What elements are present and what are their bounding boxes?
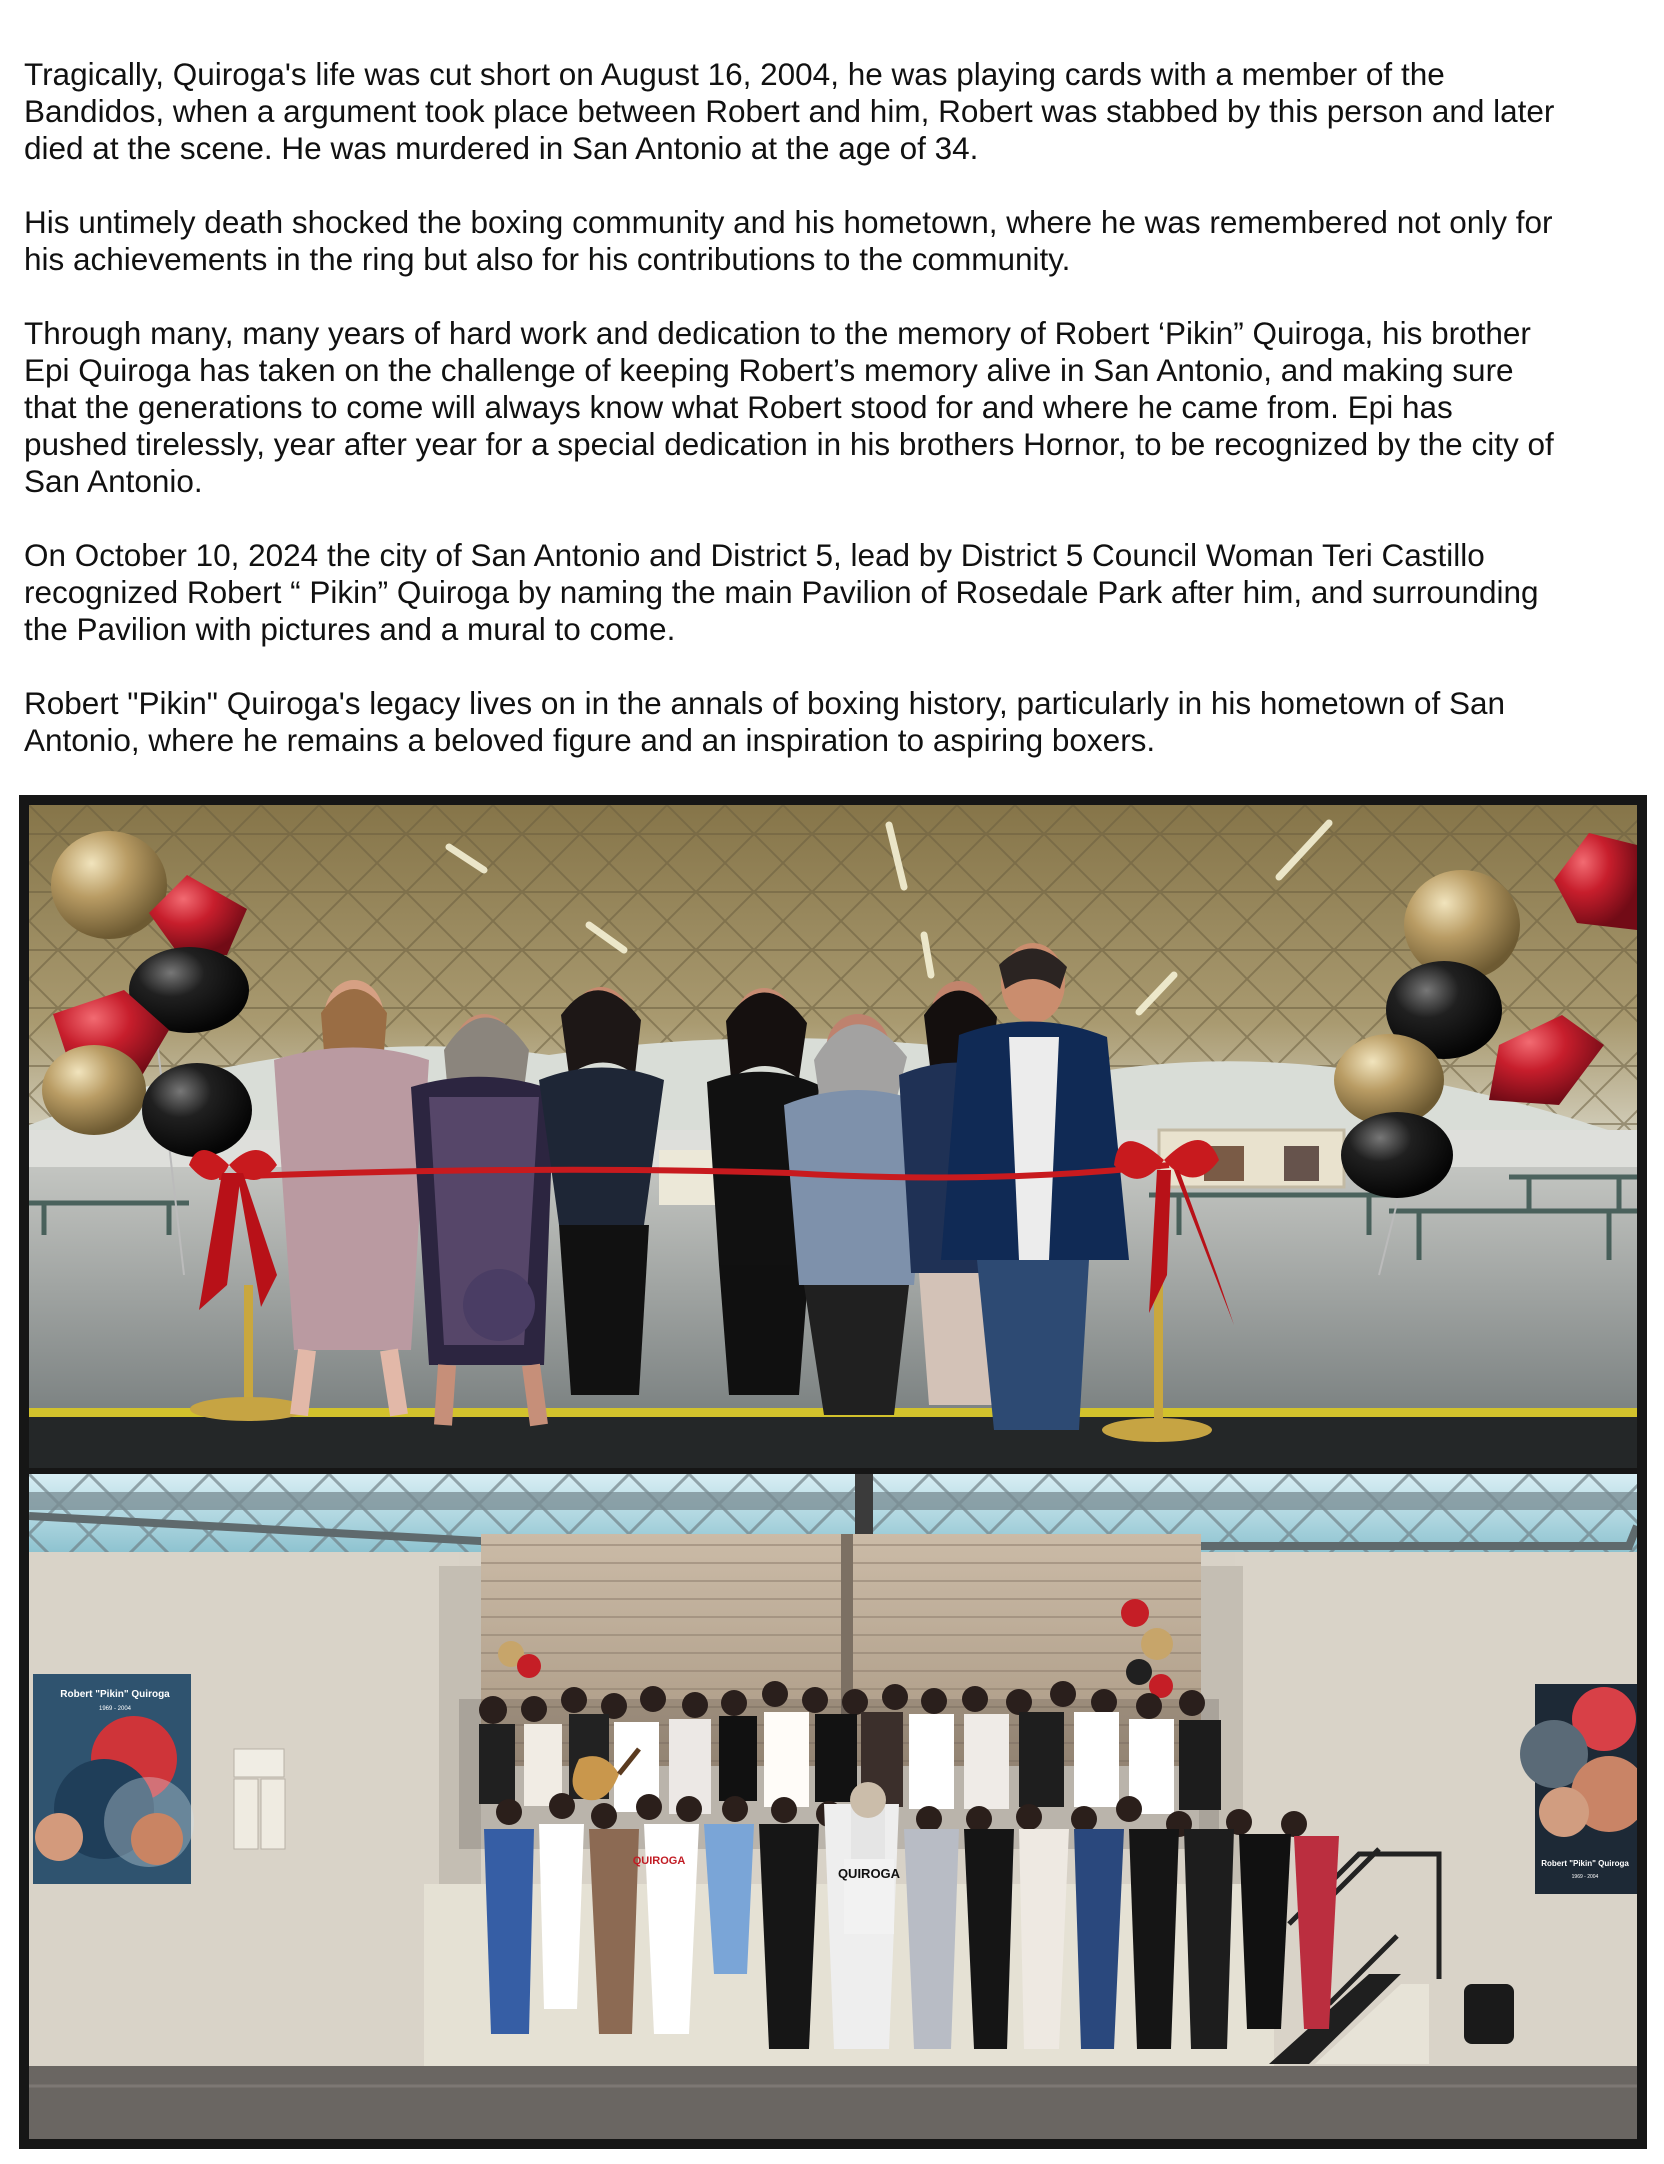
- paragraph-pavilion-naming: On October 10, 2024 the city of San Antonio and District 5, lead by District 5 Council Woman Teri Castillo recognized Robert “ Pikin” Quiroga by naming the main Pavilion of Rosedale Park after him, and surrounding the Pavilion with pictures and a mural to come.: [24, 537, 1539, 647]
- article-text: [24, 56, 1644, 796]
- poster-right-title: Robert "Pikin" Quiroga: [1541, 1859, 1629, 1868]
- paragraph-death: Tragically, Quiroga's life was cut short on August 16, 2004, he was playing cards with a member of the Bandidos, when a argument took place between Robert and him, Robert was stabbed by this person and later died at the scene. He was murdered in San Antonio at the age of 34.: [24, 56, 1555, 166]
- shirt-label: QUIROGA: [632, 1855, 686, 1867]
- poster-left-title: Robert "Pikin" Quiroga: [60, 1689, 170, 1700]
- photo-collage: [19, 795, 1647, 2149]
- ribbon-cutting-photo: [29, 805, 1637, 1468]
- ribbon-cutting-scene: [29, 805, 1637, 1468]
- pavilion-group-scene: [29, 1474, 1637, 2139]
- paragraph-community-shock: His untimely death shocked the boxing community and his hometown, where he was remembered not only for his achievements in the ring but also for his contributions to the community.: [24, 204, 1553, 277]
- poster-left-years: 1969 - 2004: [98, 1706, 132, 1712]
- group-photo: [29, 1474, 1637, 2139]
- poster-right-years: 1969 - 2004: [1571, 1874, 1599, 1880]
- poster-left: [33, 1674, 194, 1884]
- paragraph-legacy: Robert "Pikin" Quiroga's legacy lives on in the annals of boxing history, particularly in his hometown of San Antonio, where he remains a beloved figure and an inspiration to aspiring boxers.: [24, 685, 1506, 758]
- paragraph-epi-dedication: Through many, many years of hard work and dedication to the memory of Robert ‘Pikin” Quiroga, his brother Epi Quiroga has taken on the challenge of keeping Robert’s memory alive in San Antonio, and making sure that the generations to come will always know what Robert stood for and where he came from. Epi has pushed tirelessly, year after year for a special dedication in his brothers Hornor, to be recognized by the city of San Antonio.: [24, 315, 1554, 499]
- trunks-label: QUIROGA: [837, 1866, 901, 1881]
- poster-right: [1520, 1684, 1637, 1894]
